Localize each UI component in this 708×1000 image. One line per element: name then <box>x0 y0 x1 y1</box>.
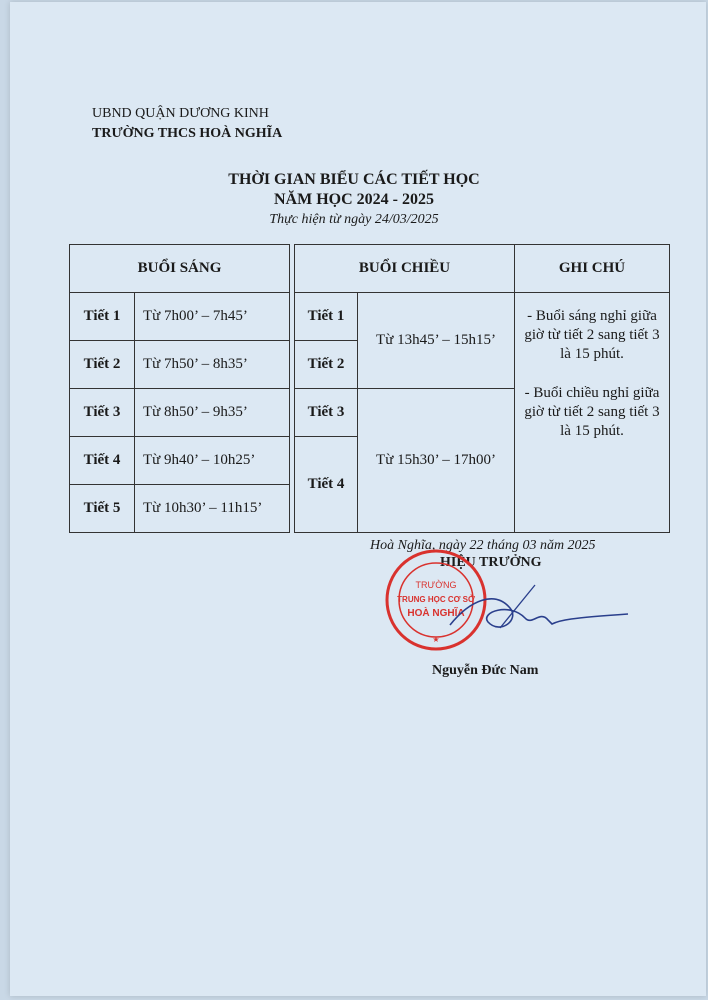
svg-text:★: ★ <box>432 635 440 644</box>
seal-text-3: HOÀ NGHĨA <box>407 608 465 619</box>
morning-period: Tiết 3 <box>70 389 135 437</box>
morning-time: Từ 7h50’ – 8h35’ <box>135 341 290 389</box>
afternoon-period: Tiết 2 <box>295 341 358 389</box>
school-year: NĂM HỌC 2024 - 2025 <box>274 191 434 208</box>
morning-period: Tiết 5 <box>70 485 135 533</box>
afternoon-time-block-1: Từ 13h45’ – 15h15’ <box>358 293 515 389</box>
issuer-school: TRƯỜNG THCS HOÀ NGHĨA <box>92 126 283 141</box>
issuer-org: UBND QUẬN DƯƠNG KINH <box>92 106 269 121</box>
morning-period: Tiết 2 <box>70 341 135 389</box>
header-morning: BUỔI SÁNG <box>70 245 290 293</box>
header-notes: GHI CHÚ <box>515 245 670 293</box>
note-morning: - Buổi sáng nghỉ giữa giờ từ tiết 2 sang tiết 3 là 15 phút. <box>524 308 660 362</box>
note-afternoon: - Buổi chiều nghỉ giữa giờ từ tiết 2 sang tiết 3 là 15 phút. <box>524 385 660 439</box>
morning-time: Từ 9h40’ – 10h25’ <box>135 437 290 485</box>
signer-name: Nguyễn Đức Nam <box>432 663 539 678</box>
morning-period: Tiết 1 <box>70 293 135 341</box>
signing-date: Hoà Nghĩa, ngày 22 tháng 03 năm 2025 <box>370 538 596 553</box>
morning-period: Tiết 4 <box>70 437 135 485</box>
table-row <box>70 293 670 341</box>
signature-icon <box>440 580 630 640</box>
notes-cell <box>515 293 670 533</box>
afternoon-time-block-2: Từ 15h30’ – 17h00’ <box>358 389 515 533</box>
morning-time: Từ 8h50’ – 9h35’ <box>135 389 290 437</box>
seal-text-2: TRUNG HỌC CƠ SỞ <box>397 595 475 604</box>
afternoon-period: Tiết 3 <box>295 389 358 437</box>
document-title: THỜI GIAN BIỂU CÁC TIẾT HỌC <box>228 171 480 188</box>
morning-time: Từ 7h00’ – 7h45’ <box>135 293 290 341</box>
title-block <box>0 170 708 230</box>
morning-time: Từ 10h30’ – 11h15’ <box>135 485 290 533</box>
issuer-header <box>92 104 282 144</box>
table-header-row <box>70 245 670 293</box>
principal-title: HIỆU TRƯỞNG <box>440 555 542 570</box>
header-afternoon: BUỔI CHIỀU <box>295 245 515 293</box>
afternoon-period: Tiết 4 <box>295 437 358 533</box>
effective-date: Thực hiện từ ngày 24/03/2025 <box>269 212 439 227</box>
afternoon-period: Tiết 1 <box>295 293 358 341</box>
seal-text-1: TRƯỜNG <box>415 580 457 590</box>
schedule-table <box>69 244 670 533</box>
